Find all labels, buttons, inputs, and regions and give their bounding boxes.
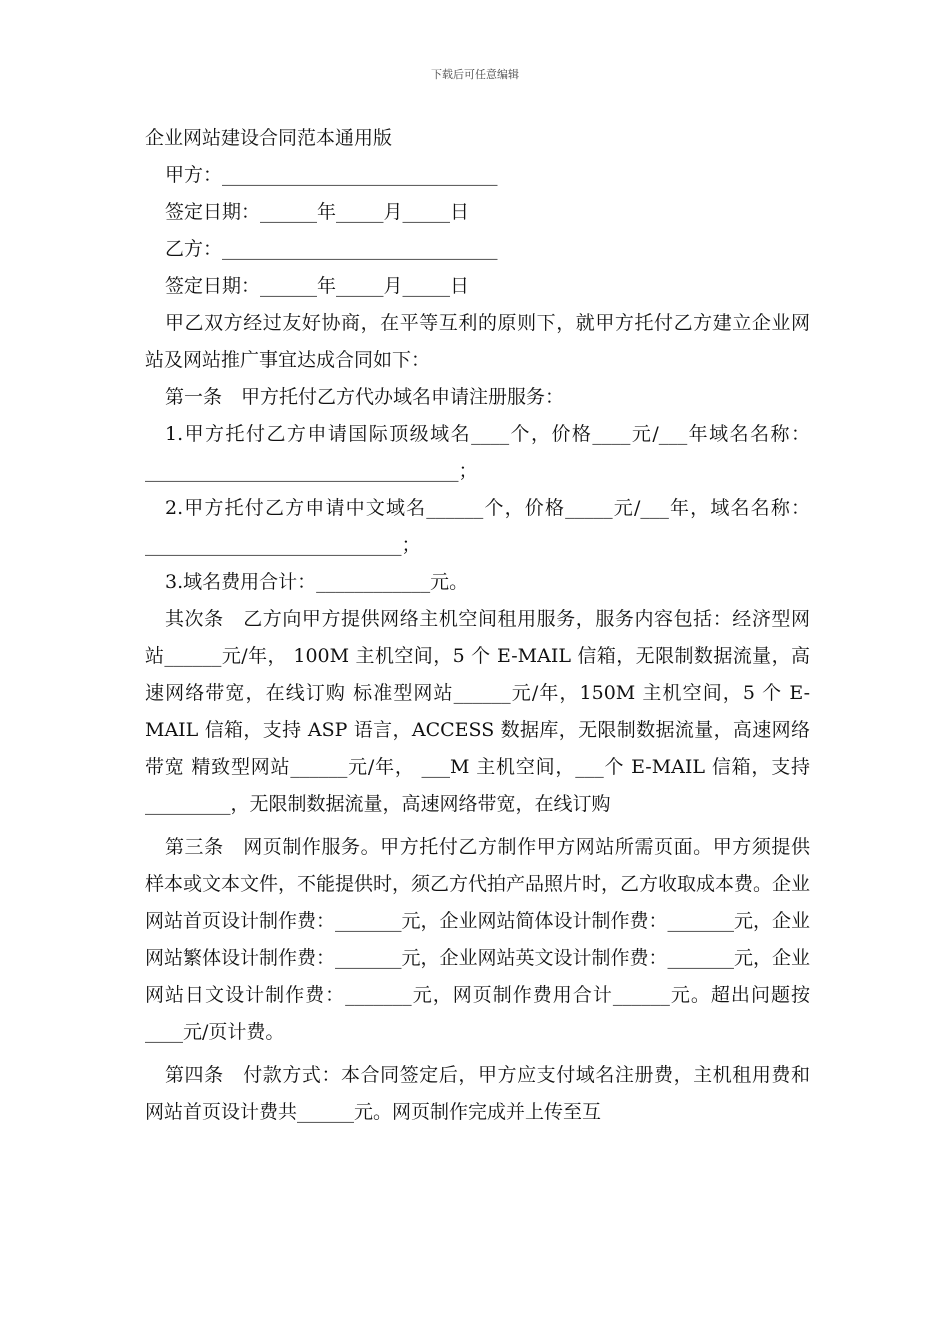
document-body [145,120,810,1131]
article-1-item-2: 2.甲方托付乙方申请中文域名______个，价格_____元/___年，域名名称：___________________________； [145,497,810,556]
party-a-date-line: 签定日期：______年_____月_____日 [165,201,470,223]
intro-paragraph: 甲乙双方经过友好协商，在平等互利的原则下，就甲方托付乙方建立企业网站及网站推广事宜达成合同如下： [145,312,810,371]
article-4-paragraph: 第四条 付款方式：本合同签定后，甲方应支付域名注册费，主机租用费和网站首页设计费共______元。网页制作完成并上传至互 [145,1064,810,1123]
article-1-title: 第一条 甲方托付乙方代办域名申请注册服务： [165,386,565,408]
article-2-paragraph: 其次条 乙方向甲方提供网络主机空间租用服务，服务内容包括：经济型网站______元/年， 100M 主机空间，5 个 E-MAIL 信箱，无限制数据流量，高速网络带宽，在线订购 标准型网站______元/年，150M 主机空间，5 个 E-MAIL 信箱，支持 ASP 语言，ACCESS 数据库，无限制数据流量，高速网络带宽 精致型网站______元/年， ___M 主机空间，___个 E-MAIL 信箱，支持_________，无限制数据流量，高速网络带宽，在线订购 [145,608,810,815]
document-title: 企业网站建设合同范本通用版 [145,127,393,149]
page-header: 下载后可任意编辑 [431,68,519,81]
party-a-line: 甲方：_____________________________ [165,164,498,186]
article-1-item-1: 1.甲方托付乙方申请国际顶级域名____个，价格____元/___年域名名称：_________________________________； [145,423,810,482]
party-b-line: 乙方：_____________________________ [165,238,498,260]
article-1-item-3: 3.域名费用合计：____________元。 [165,571,469,593]
article-3-paragraph: 第三条 网页制作服务。甲方托付乙方制作甲方网站所需页面。甲方须提供样本或文本文件，不能提供时，须乙方代拍产品照片时，乙方收取成本费。企业网站首页设计制作费：_______元，企业网站简体设计制作费：_______元，企业网站繁体设计制作费：_______元，企业网站英文设计制作费：_______元，企业网站日文设计制作费：_______元，网页制作费用合计______元。超出问题按____元/页计费。 [145,836,811,1043]
party-b-date-line: 签定日期：______年_____月_____日 [165,275,470,297]
